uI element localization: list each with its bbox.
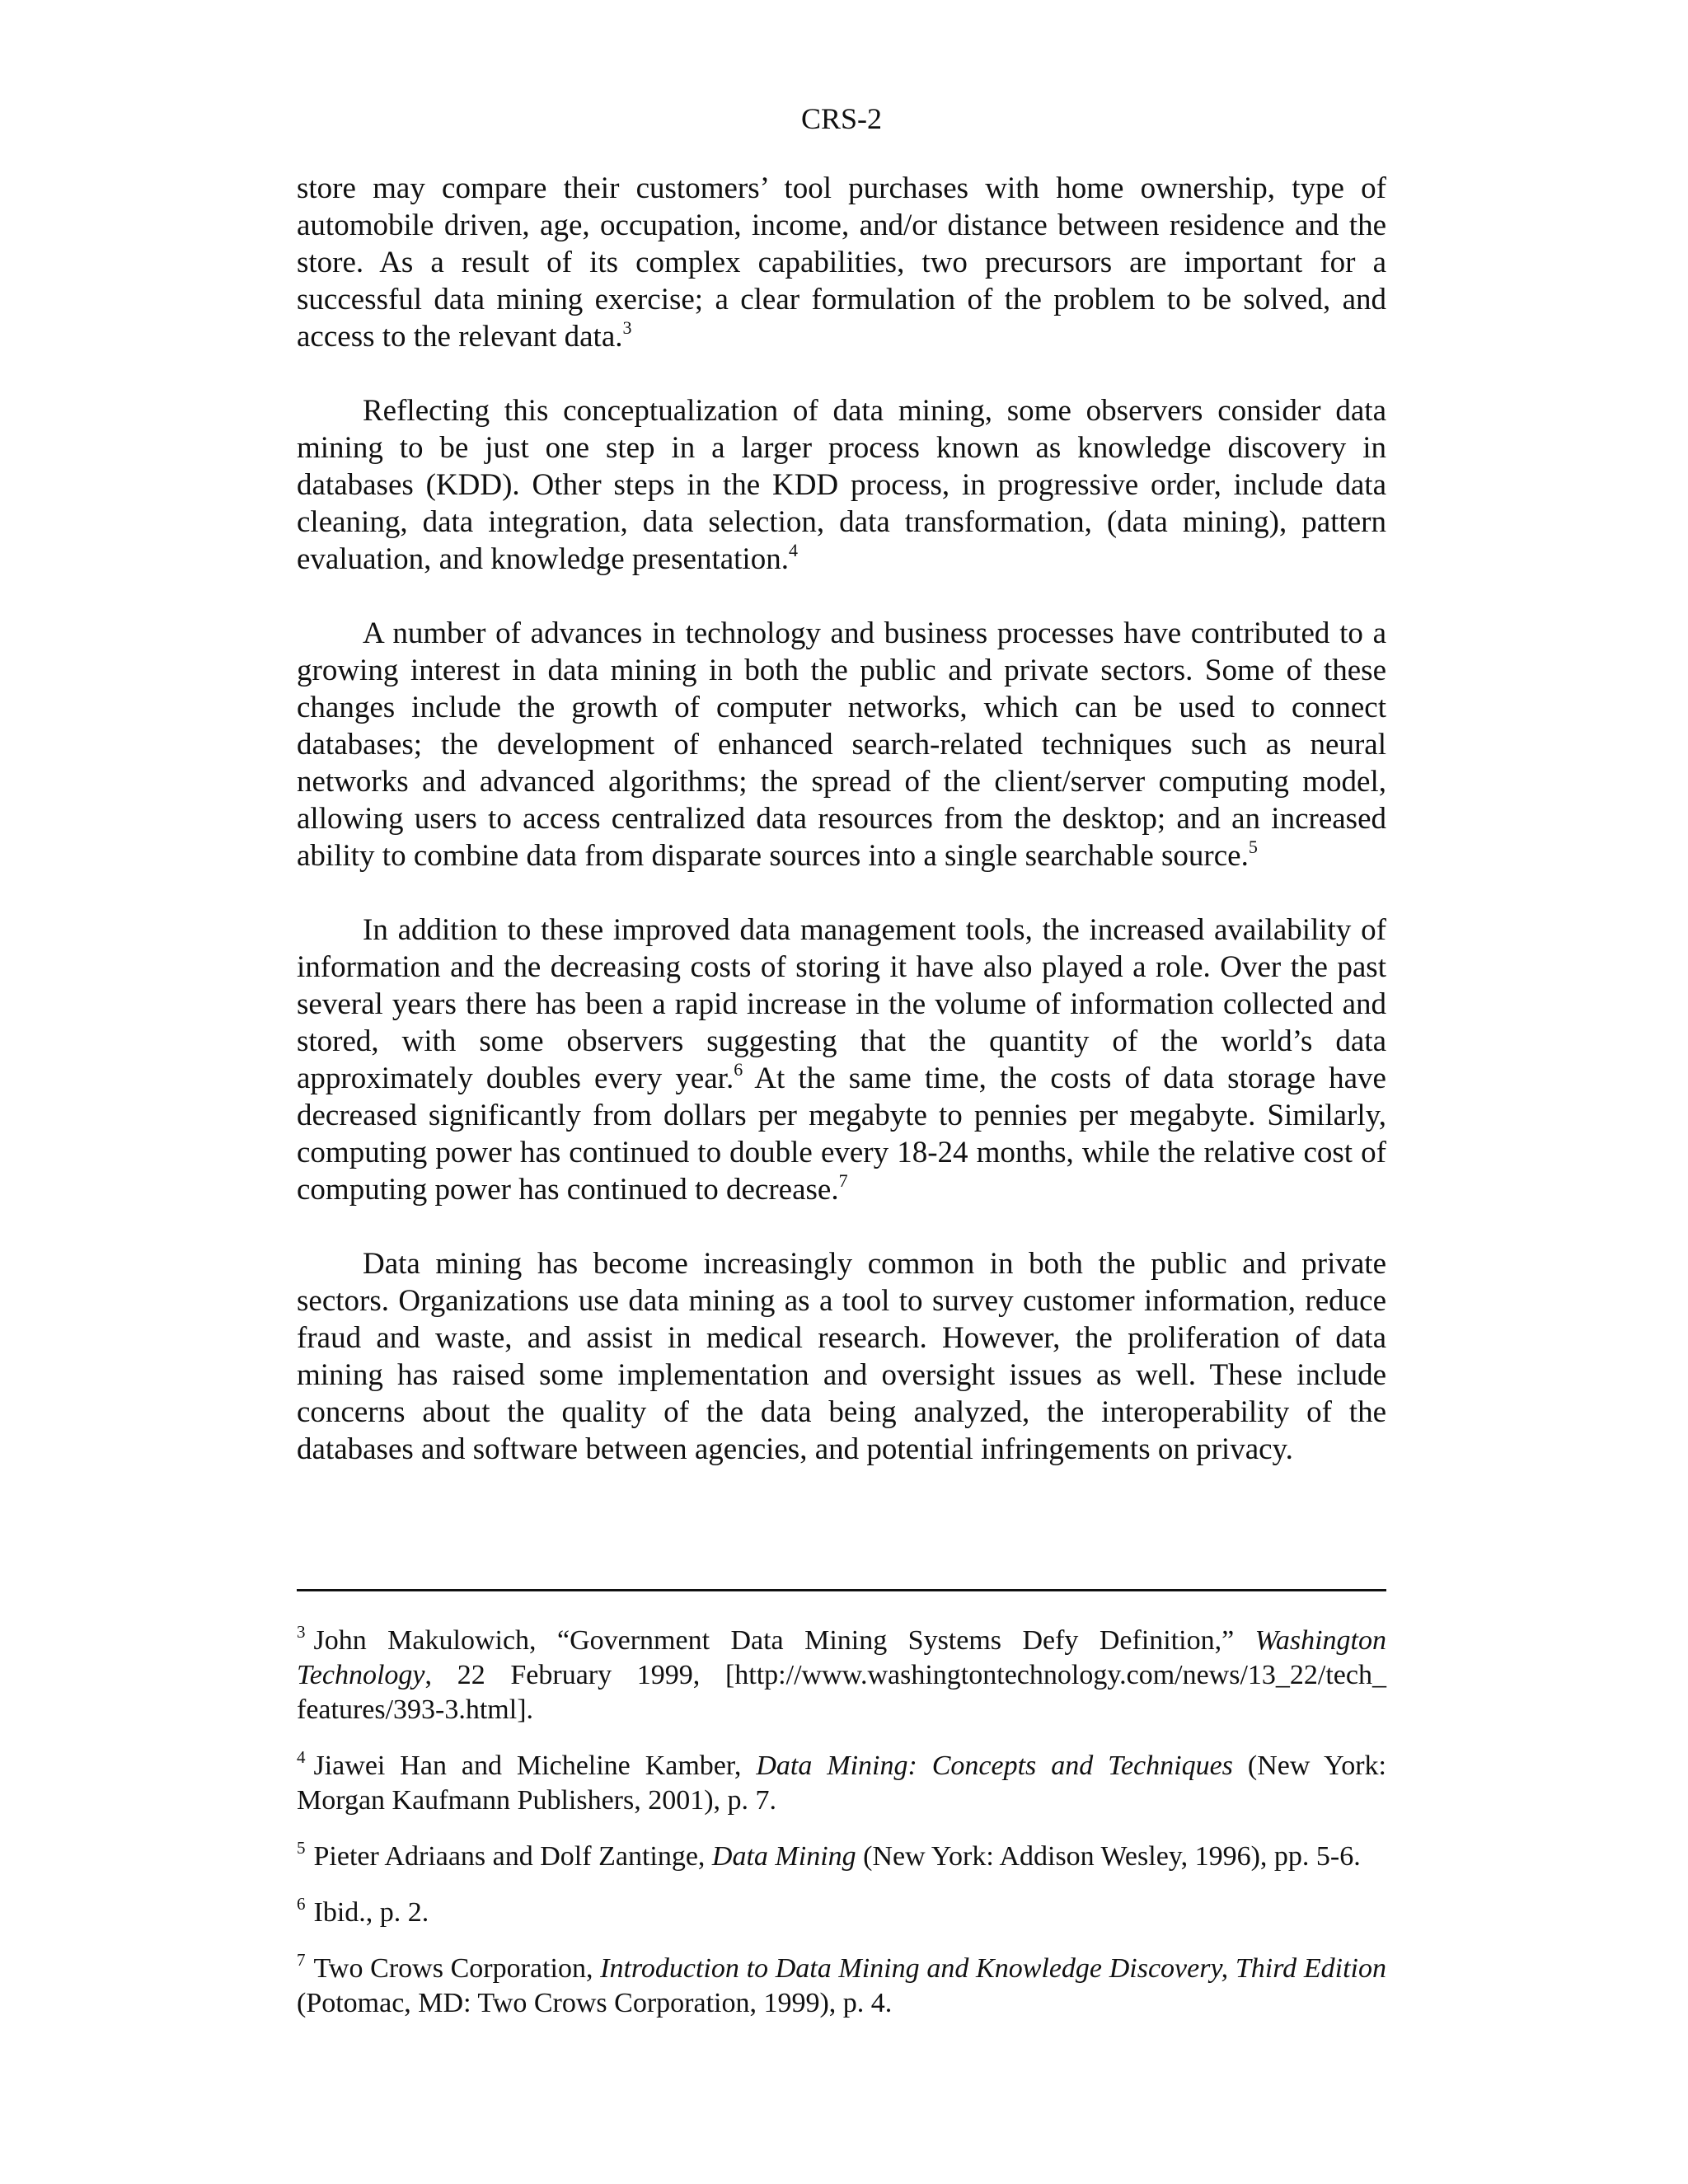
footnote-5 [297, 1840, 1386, 1874]
footnote-number: 4 [297, 1747, 306, 1767]
footnote-number: 3 [297, 1622, 306, 1642]
paragraph-1 [297, 170, 1386, 355]
paragraph-text: Data mining has become increasingly common in both the public and private sectors. Organizations use data mining as a tool to survey customer information, reduce fraud and waste, and assist in medical research. However, the proliferation of data mining has raised some implementation and oversight issues as well. These include concerns about the quality of the data being analyzed, the interoperability of the databases and software between agencies, and potential infringements on privacy. [297, 1247, 1386, 1466]
footnote-4 [297, 1749, 1386, 1818]
paragraph-text: At the same time, the costs of data storage have decreased significantly from dollars per megabyte to pennies per megabyte. Similarly, computing power has continued to double every 18-24 months, while the relative cost of computing power has continued to decrease. [297, 1062, 1386, 1207]
footnote-title: Washington Technology [297, 1625, 1386, 1690]
footnote-text: (New York: Morgan Kaufmann Publishers, 2001), p. 7. [297, 1750, 1386, 1816]
paragraph-5 [297, 1245, 1386, 1468]
footnote-text: Two Crows Corporation, [313, 1953, 601, 1984]
paragraph-3 [297, 615, 1386, 874]
paragraph-text: In addition to these improved data management tools, the increased availability of information and the decreasing costs of storing it have also played a role. Over the past several years there has been a rapid increase in the volume of information collected and stored, with some observers suggesting that the quantity of the world’s data approximately doubles every year. [297, 913, 1386, 1095]
footnote-reference[interactable]: 7 [838, 1170, 848, 1191]
page-header: CRS-2 [800, 102, 883, 135]
footnotes-section [297, 1624, 1386, 2042]
body-text [297, 170, 1386, 1505]
footnote-3 [297, 1624, 1386, 1727]
footnote-text: , 22 February 1999, [http://www.washingtontechnology.com/news/13_22/tech_ features/393-3.html]. [297, 1660, 1386, 1725]
paragraph-4 [297, 912, 1386, 1208]
footnote-reference[interactable]: 4 [788, 540, 798, 560]
footnote-number: 5 [297, 1838, 306, 1858]
footnote-number: 7 [297, 1950, 306, 1970]
footnote-title: Introduction to Data Mining and Knowledge Discovery, Third Edition [600, 1953, 1386, 1984]
paragraph-2 [297, 392, 1386, 578]
footnote-text: Ibid., p. 2. [313, 1897, 429, 1928]
footnote-text: John Makulowich, “Government Data Mining Systems Defy Definition,” [313, 1625, 1255, 1656]
footnote-6 [297, 1896, 1386, 1930]
footnote-title: Data Mining: Concepts and Techniques [756, 1750, 1233, 1781]
footnote-reference[interactable]: 3 [622, 317, 632, 338]
footnote-text: Pieter Adriaans and Dolf Zantinge, [313, 1841, 712, 1872]
footnote-number: 6 [297, 1894, 306, 1914]
footnote-text: (New York: Addison Wesley, 1996), pp. 5-6. [856, 1841, 1361, 1872]
footnote-text: (Potomac, MD: Two Crows Corporation, 1999), p. 4. [297, 1988, 893, 2018]
footnote-divider [297, 1589, 1386, 1591]
paragraph-text: Reflecting this conceptualization of data mining, some observers consider data mining to be just one step in a larger process known as knowledge discovery in databases (KDD). Other steps in the KDD process, in progressive order, include data cleaning, data integration, data selection, data transformation, (data mining), pattern evaluation, and knowledge presentation. [297, 394, 1386, 576]
paragraph-text: A number of advances in technology and business processes have contributed to a growing interest in data mining in both the public and private sectors. Some of these changes include the growth of computer networks, which can be used to connect databases; the development of enhanced search-related techniques such as neural networks and advanced algorithms; the spread of the client/server computing model, allowing users to access centralized data resources from the desktop; and an increased ability to combine data from disparate sources into a single searchable source. [297, 616, 1386, 873]
footnote-title: Data Mining [711, 1841, 856, 1872]
footnote-text: Jiawei Han and Micheline Kamber, [313, 1750, 757, 1781]
footnote-7 [297, 1952, 1386, 2021]
footnote-reference[interactable]: 6 [734, 1059, 743, 1080]
paragraph-text: store may compare their customers’ tool purchases with home ownership, type of automobile driven, age, occupation, income, and/or distance between residence and the store. As a result of its complex capabilities, two precursors are important for a successful data mining exercise; a clear formulation of the problem to be solved, and access to the relevant data. [297, 171, 1386, 354]
footnote-reference[interactable]: 5 [1248, 837, 1258, 857]
